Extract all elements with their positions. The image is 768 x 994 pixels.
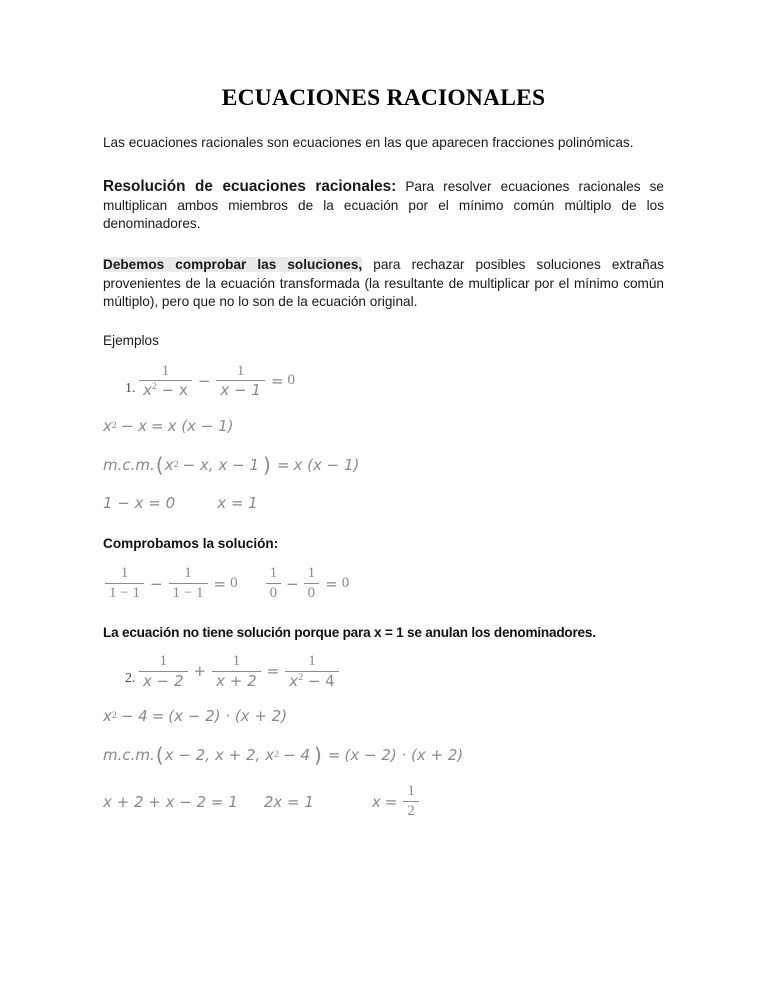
equals-sign: = [270,371,284,390]
example-1-mcm-step: m.c.m. ( x 2 − x , x − 1 ) = x (x − 1) [103,453,360,478]
page-title: ECUACIONES RACIONALES [221,85,546,111]
mcm-comma: , [208,456,214,475]
check-equals-1: = [213,574,227,593]
mcm-arg1-rest: − x [182,456,209,475]
mcm-label: m.c.m. [103,456,155,475]
check-fraction-3-denominator: 0 [269,585,278,602]
ex2-solve-middle: 2x = 1 [263,792,314,811]
resolucion-body: Para resolver ecuaciones racionales se multiplican ambos miembros de la ecuación por el mínimo común múltiplo de los denominadores. [103,178,664,232]
example-1-check-row [103,551,664,602]
fraction-2-numerator: 1 [236,362,245,379]
ex2-solve-right-variable: x [371,792,381,811]
ex2-factor-lhs-variable: x [103,707,112,726]
fraction-2 [216,363,265,400]
mcm-equals: = [276,456,290,475]
factor-rhs: x (x − 1) [167,417,234,436]
list-marker-2: 2. [125,671,136,687]
factor-equals: = [151,417,164,436]
ex2-fraction-2-denominator: x + 2 [216,671,257,690]
right-hand-side: 0 [287,372,296,389]
list-marker-1: 1. [125,381,136,397]
mcm-arg2: x − 1 [218,456,260,475]
check-fraction-4-denominator: 0 [307,585,316,602]
resolucion-paragraph [103,177,664,234]
ex2-factor-rhs: (x − 2) · (x + 2) [168,707,288,726]
example-2-factor-step: x 2 − 4 = (x − 2) · (x + 2) [103,707,288,726]
ex2-mcm-label: m.c.m. [103,746,155,765]
ex2-fraction-2-numerator: 1 [232,652,241,669]
check-operator-2: − [286,574,299,593]
factor-lhs-variable: x [103,417,112,436]
comprobamos-heading: Comprobamos la solución: [103,536,279,552]
ex2-factor-lhs-rest: − 4 [120,707,148,726]
ex2-factor-equals: = [151,707,165,726]
check-fraction-4-numerator: 1 [307,565,316,582]
resolucion-lead: Resolución de ecuaciones racionales: [103,177,397,195]
check-fraction-2-denominator: 1 − 1 [172,585,204,602]
mcm-result: x (x − 1) [293,456,360,475]
check-equals-2: = [325,574,338,593]
fraction-1-denominator [139,381,192,399]
conclusion-text: La ecuación no tiene solución porque para x = 1 se anulan los denominadores. [103,624,596,640]
ex2-solve-left: x + 2 + x − 2 = 1 [103,792,238,811]
example-2-equation-row [103,640,664,690]
mcm-paren-open: ( [155,453,164,478]
example-2-solve-step [103,767,664,820]
check-fraction-2-numerator: 1 [184,565,192,582]
example-1-factor-step: x 2 − x = x (x − 1) [103,417,234,436]
ex2-mcm-paren-open: ( [155,743,164,768]
intro-text: Las ecuaciones racionales son ecuaciones en las que aparecen fracciones polinómicas. [103,134,634,150]
ex2-fraction-1-numerator: 1 [159,652,168,669]
ejemplos-label: Ejemplos [103,332,159,348]
ex2-equals: = [266,662,280,681]
ex2-mcm-arg3-rest: − 4 [283,746,310,765]
mcm-paren-close: ) [263,453,271,478]
check-fraction-1-denominator: 1 − 1 [109,585,140,602]
ex2-fraction-3-numerator: 1 [308,652,316,669]
document-content [103,0,664,820]
check-rhs-1: 0 [230,575,238,592]
intro-paragraph [103,134,664,152]
check-fraction-3 [266,565,282,602]
check-fraction-1 [105,565,144,602]
denominator-rest: − x [161,381,188,400]
fraction-1-numerator: 1 [161,362,170,379]
example-2-equation [137,653,341,690]
ex2-result-denominator: 2 [407,803,415,820]
ex2-fraction-1-denominator: x − 2 [143,671,184,690]
ex2-result-numerator: 1 [407,783,415,800]
debemos-highlight: Debemos comprobar las soluciones, [103,257,363,273]
ex2-mcm-equals: = [327,746,341,765]
operator-minus: − [197,371,211,390]
check-fraction-2 [169,565,208,602]
ex2-fraction-3-denominator [285,672,339,690]
debemos-paragraph [103,256,664,310]
check-fraction-3-numerator: 1 [269,565,278,582]
ex2-operator-plus: + [193,662,207,681]
ex2-denominator-exponent: 2 [298,671,304,683]
ex2-solve-result-fraction [403,783,419,820]
ex2-mcm-arg2: x + 2, [214,746,261,765]
factor-lhs-rest: − x [120,417,148,436]
check-fraction-4 [304,565,320,602]
ex2-fraction-2 [212,653,261,690]
ex2-fraction-1 [139,653,188,690]
example-1-equation [137,363,295,400]
fraction-1 [139,363,192,400]
check-fraction-1-numerator: 1 [120,565,129,582]
denominator-variable: x [143,381,152,400]
check-operator-1: − [149,574,163,593]
solve-right: x = 1 [217,494,258,513]
ex2-mcm-result: (x − 2) · (x + 2) [344,746,464,765]
example-1-equation-row [103,348,664,400]
ex2-mcm-arg1: x − 2, [164,746,210,765]
check-rhs-2: 0 [341,575,350,592]
debemos-body: para rechazar posibles soluciones extrañas provenientes de la ecuación transformada (la resultante de multiplicar por el mínimo común múltiplo), pero que no lo son de la ecuación original. [103,257,664,309]
example-2-mcm-step: m.c.m. ( x − 2, x + 2, x 2 − 4 ) = (x − 2) · (x + 2) [103,743,464,768]
fraction-2-denominator: x − 1 [220,381,261,400]
ex2-fraction-3 [285,653,339,690]
ex2-mcm-paren-close: ) [314,743,322,768]
ex2-denominator-variable: x [289,671,299,690]
example-1-solve-step [103,477,664,512]
denominator-exponent: 2 [151,381,157,393]
solve-left: 1 − x = 0 [103,494,176,513]
ex2-denominator-rest: − 4 [307,671,335,690]
mcm-arg1-variable: x [164,456,174,475]
ex2-mcm-arg3-variable: x [265,746,275,765]
ex2-solve-right-equals: = [384,792,398,811]
